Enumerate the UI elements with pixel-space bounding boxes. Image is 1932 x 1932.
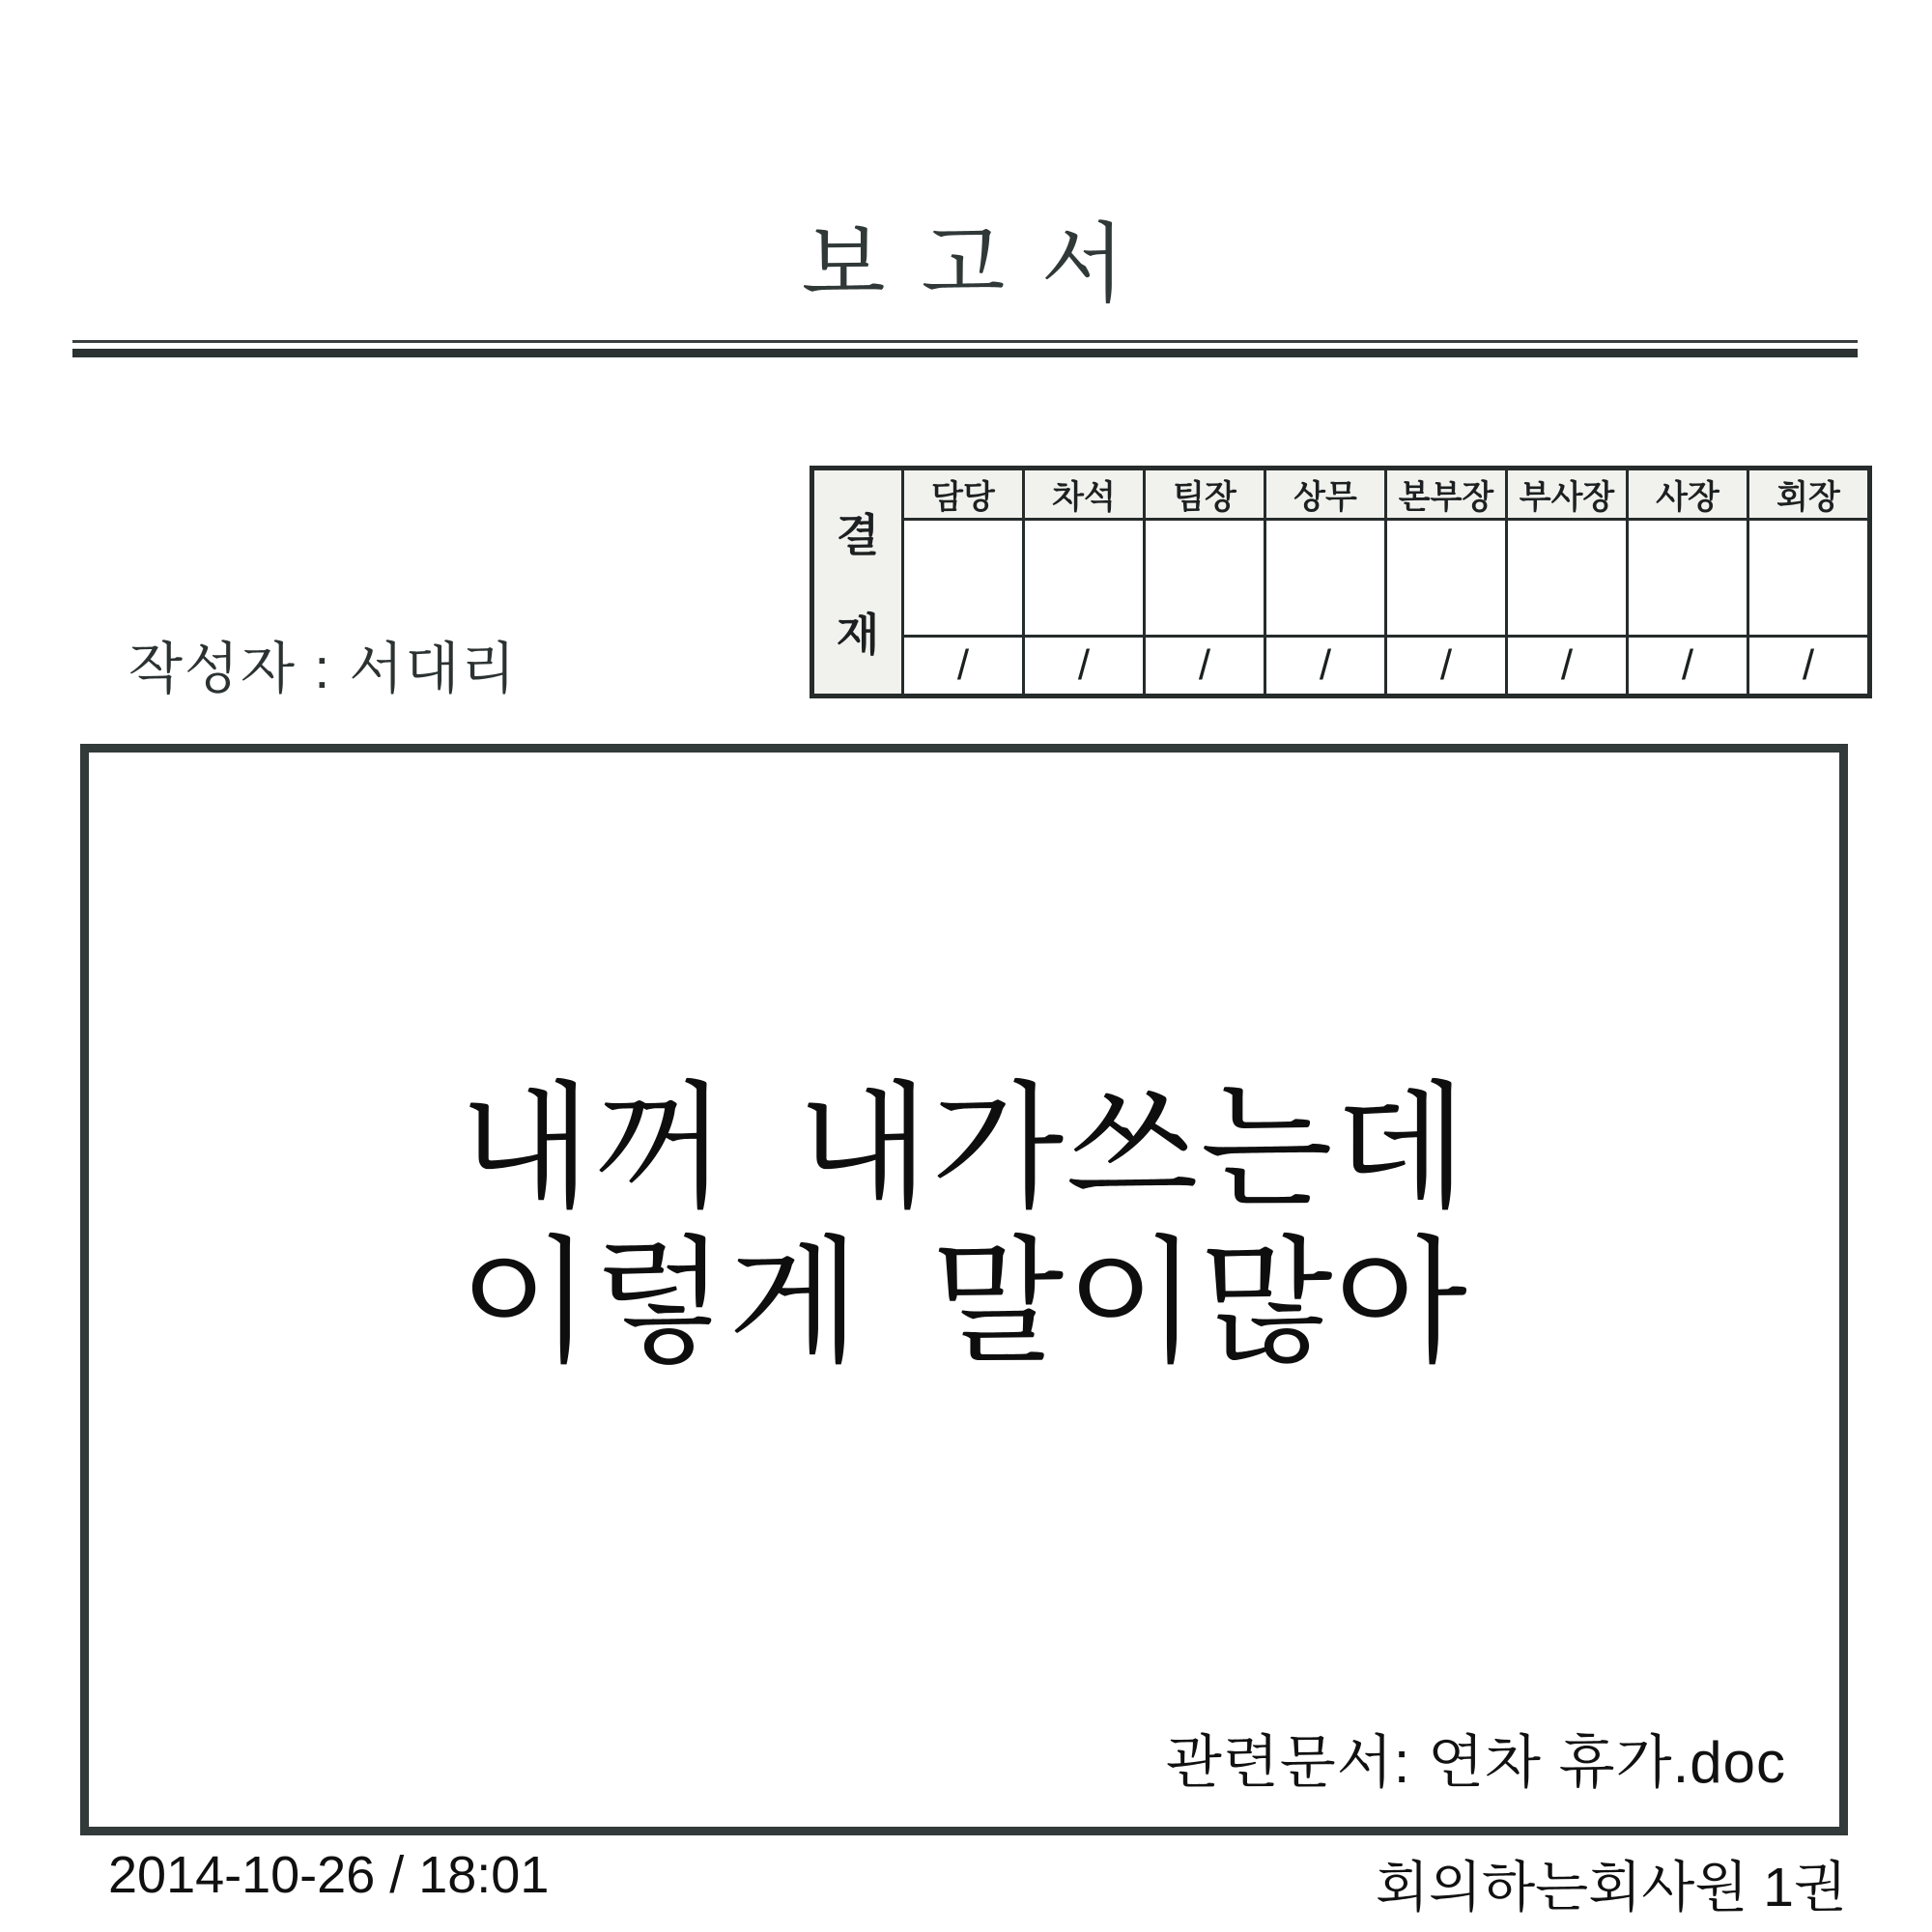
approval-label-cell (812, 469, 903, 696)
approval-date-cell: / (1024, 637, 1145, 696)
approval-col-header-bonbujang: 본부장 (1386, 469, 1507, 520)
headline-line-1: 내꺼 내가쓰는데 (459, 1071, 1469, 1225)
approval-col-header-damdang: 담당 (903, 469, 1024, 520)
approval-label-stack (814, 483, 901, 681)
footer-datetime: 2014-10-26 / 18:01 (108, 1846, 550, 1904)
approval-label-char-bottom: 재 (836, 609, 880, 660)
approval-sign-cell (903, 520, 1024, 637)
title-divider (72, 340, 1858, 357)
approval-label-char-top: 결 (836, 510, 880, 561)
approval-sign-cell (1748, 520, 1870, 637)
approval-sign-cell (1507, 520, 1628, 637)
approval-col-header-hoejang: 회장 (1748, 469, 1870, 520)
approval-header-row (812, 469, 1870, 520)
headline (89, 1071, 1839, 1381)
approval-sign-cell (1024, 520, 1145, 637)
approval-sign-cell (1386, 520, 1507, 637)
related-doc-note: 관련문서: 연차 휴가.doc (1165, 1730, 1786, 1795)
approval-col-header-sangmu: 상무 (1265, 469, 1386, 520)
approval-col-header-chaseok: 차석 (1024, 469, 1145, 520)
approval-signature-row (812, 520, 1870, 637)
approval-sign-cell (1265, 520, 1386, 637)
page-title: 보 고 서 (801, 216, 1131, 313)
headline-line-2: 이렇게 말이많아 (459, 1226, 1469, 1380)
approval-date-cell: / (1628, 637, 1748, 696)
approval-date-row (812, 637, 1870, 696)
approval-table (810, 466, 1872, 698)
approval-sign-cell (1145, 520, 1265, 637)
approval-date-cell: / (903, 637, 1024, 696)
approval-col-header-timjang: 팀장 (1145, 469, 1265, 520)
approval-date-cell: / (1145, 637, 1265, 696)
content-box (80, 744, 1848, 1835)
approval-date-cell: / (1386, 637, 1507, 696)
footer-source: 회의하는회사원 1권 (1375, 1857, 1847, 1918)
approval-date-cell: / (1507, 637, 1628, 696)
author-line: 작성자 : 서대리 (128, 638, 518, 700)
approval-col-header-busajang: 부사장 (1507, 469, 1628, 520)
approval-date-cell: / (1748, 637, 1870, 696)
approval-col-header-sajang: 사장 (1628, 469, 1748, 520)
approval-date-cell: / (1265, 637, 1386, 696)
approval-sign-cell (1628, 520, 1748, 637)
